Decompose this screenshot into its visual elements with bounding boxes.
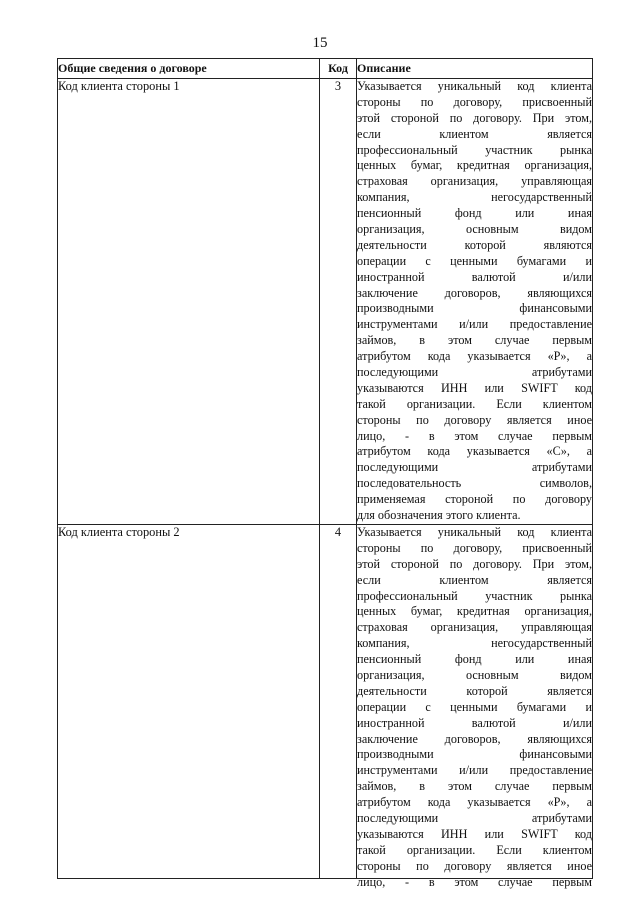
description-line: займов, в этом случае первым: [357, 779, 592, 794]
row-name-client-1: Код клиента стороны 1: [58, 79, 320, 525]
description-line: профессиональный участник рынка: [357, 588, 592, 603]
description-line: организация, основным видом: [357, 667, 592, 682]
description-line: этой стороной по договору. При этом,: [357, 556, 592, 571]
description-line: для обозначения этого клиента.: [357, 508, 521, 523]
description-line: ценных бумаг, кредитная организация,: [357, 158, 592, 173]
description-line: стороны по договору, присвоенный: [357, 94, 592, 109]
description-line: этой стороной по договору. При этом,: [357, 110, 592, 125]
contract-info-table: [57, 58, 593, 889]
description-line: профессиональный участник рынка: [357, 142, 592, 157]
description-line: инструментами и/или предоставление: [357, 763, 592, 778]
description-line: такой организации. Если клиентом: [357, 842, 592, 857]
row-description-client-1: [357, 79, 593, 525]
description-line: атрибутом кода указывается «P», а: [357, 795, 592, 810]
description-line: стороны по договору является иное: [357, 858, 592, 873]
description-line: Указывается уникальный код клиента: [357, 79, 592, 93]
header-code: Код: [320, 59, 357, 79]
page-number: 15: [312, 35, 328, 51]
description-line: если клиентом является: [357, 572, 592, 587]
description-line: компания, негосударственный: [357, 636, 592, 651]
row-code-client-2: 4: [320, 524, 357, 878]
description-line: последующими атрибутами: [357, 365, 592, 380]
table-header-row: [58, 59, 593, 79]
description-line: компания, негосударственный: [357, 190, 592, 205]
description-line: последующими атрибутами: [357, 810, 592, 825]
description-line: операции с ценными бумагами и: [357, 253, 592, 268]
description-line: инструментами и/или предоставление: [357, 317, 592, 332]
description-line: лицо, - в этом случае первым: [357, 874, 592, 889]
description-line: лицо, - в этом случае первым: [357, 428, 592, 443]
row-description-client-2: [357, 524, 593, 889]
header-general-info: Общие сведения о договоре: [58, 59, 320, 79]
row-code-client-1: 3: [320, 79, 357, 525]
description-line: атрибутом кода указывается «P», а: [357, 349, 592, 364]
description-line: производными финансовыми: [357, 747, 592, 762]
description-line: деятельности которой является: [357, 683, 592, 698]
description-line: производными финансовыми: [357, 301, 592, 316]
description-line: страховая организация, управляющая: [357, 174, 592, 189]
description-line: стороны по договору является иное: [357, 412, 592, 427]
description-line: последовательность символов,: [357, 476, 592, 491]
description-line: последующими атрибутами: [357, 460, 592, 475]
description-line: организация, основным видом: [357, 222, 592, 237]
table-row: [58, 79, 593, 525]
description-line: стороны по договору, присвоенный: [357, 540, 592, 555]
description-line: применяемая стороной по договору: [357, 492, 592, 507]
description-line: займов, в этом случае первым: [357, 333, 592, 348]
description-line: ценных бумаг, кредитная организация,: [357, 604, 592, 619]
header-description: Описание: [357, 59, 593, 79]
description-line: иностранной валютой и/или: [357, 715, 592, 730]
description-line: указываются ИНН или SWIFT код: [357, 826, 592, 841]
description-line: деятельности которой являются: [357, 237, 592, 252]
description-line: если клиентом является: [357, 126, 592, 141]
description-line: пенсионный фонд или иная: [357, 652, 592, 667]
description-line: указываются ИНН или SWIFT код: [357, 380, 592, 395]
description-line: такой организации. Если клиентом: [357, 396, 592, 411]
description-line: пенсионный фонд или иная: [357, 206, 592, 221]
description-line: Указывается уникальный код клиента: [357, 524, 592, 539]
table-row: [58, 524, 593, 878]
description-line: заключение договоров, являющихся: [357, 285, 592, 300]
description-line: операции с ценными бумагами и: [357, 699, 592, 714]
description-line: иностранной валютой и/или: [357, 269, 592, 284]
description-line: заключение договоров, являющихся: [357, 731, 592, 746]
row-name-client-2: Код клиента стороны 2: [58, 524, 320, 878]
description-line: страховая организация, управляющая: [357, 620, 592, 635]
description-line: атрибутом кода указывается «С», а: [357, 444, 592, 459]
